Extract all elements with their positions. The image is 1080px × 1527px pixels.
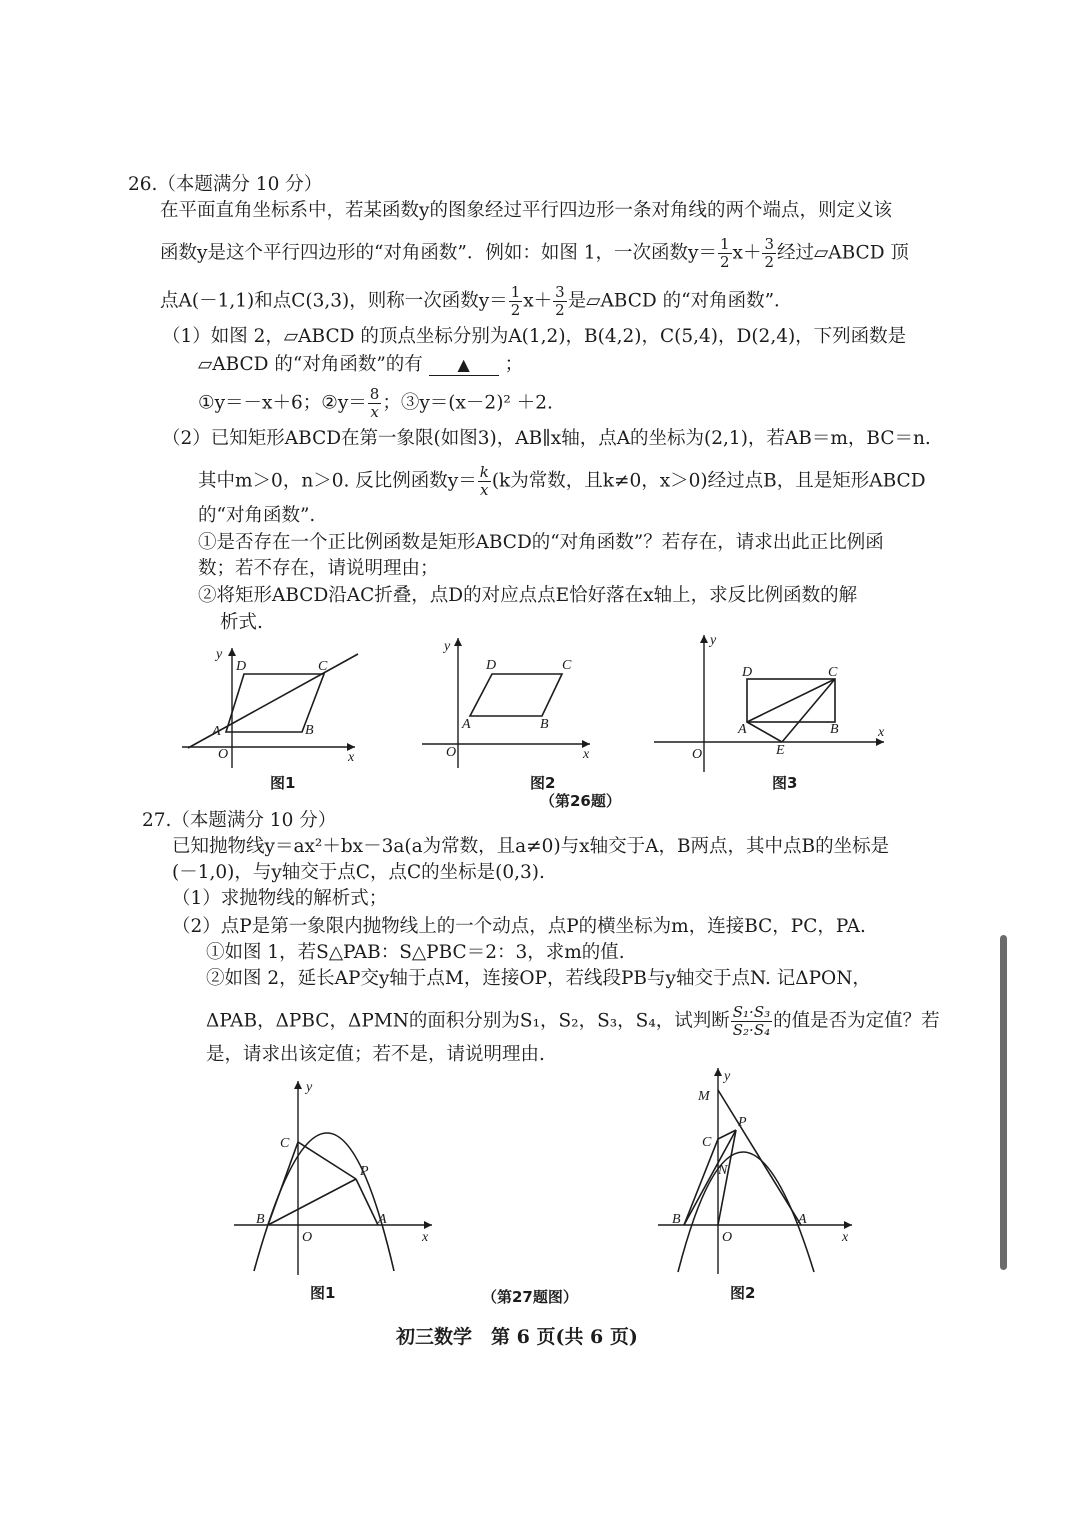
x-axis-arrow (844, 1221, 852, 1229)
label-c: C (280, 1136, 290, 1151)
label-c: C (702, 1135, 712, 1150)
label-c: C (562, 658, 572, 673)
x-axis-arrow (424, 1221, 432, 1229)
label-x: x (842, 1230, 849, 1245)
q27-figure1 (232, 1075, 442, 1280)
q26-part2-sub2-line1: ②将矩形ABCD沿AC折叠，点D的对应点点E恰好落在x轴上，求反比例函数的解 (198, 585, 858, 606)
y-axis-arrow (228, 648, 236, 656)
label-o: O (692, 747, 703, 762)
q27-paragraph-line1: 已知抛物线y＝ax²＋bx－3a(a为常数，且a≠0)与x轴交于A，B两点，其中点B的坐标是 (172, 836, 890, 857)
label-x: x (878, 725, 885, 740)
q27-figures-caption: （第27题图） (482, 1288, 578, 1306)
fraction-s1s3-over-s2s4: $\frac{\text{S₁·S₃}}{\text{S₂·S₄}}$ (732, 1003, 771, 1039)
label-c: C (318, 659, 328, 674)
parabola (254, 1133, 394, 1271)
q27-figure1-caption: 图1 (310, 1284, 336, 1302)
q26-part1-options: ①y＝－x＋6；②y＝ $\frac{8}{x}$ ；③y＝(x－2)² ＋2. (198, 385, 553, 421)
segment-ae (747, 722, 782, 742)
label-a: A (798, 1212, 807, 1227)
q27-part2: （2）点P是第一象限内抛物线上的一个动点，点P的横坐标为m，连接BC，PC，PA. (172, 916, 866, 937)
q26-part2-sub2-line2: 析式. (220, 612, 263, 633)
q26-part2-sub1-line1: ①是否存在一个正比例函数是矩形ABCD的“对角函数”？若存在，请求出此正比例函 (198, 532, 884, 553)
label-y: y (306, 1080, 313, 1095)
fraction-one-half: $\frac{1}{2}$ (719, 235, 730, 271)
page-footer: 初三数学 第 6 页(共 6 页) (396, 1326, 638, 1348)
q26-figure1-caption: 图1 (270, 774, 296, 792)
label-a: A (212, 724, 221, 739)
q27-part2-sub2-line2: ΔPAB，ΔPBC，ΔPMN的面积分别为S₁，S₂，S₃，S₄，试判断 $\frac{\text{S₁·S₃}}{\text{S₂·S₄}}$ 的值是否为定值？若 (206, 1003, 940, 1039)
vertical-scrollbar[interactable] (1000, 935, 1007, 1270)
fraction-three-halves-2: $\frac{3}{2}$ (555, 283, 565, 319)
label-a: A (378, 1212, 387, 1227)
q26-header: 26.（本题满分 10 分） (128, 174, 323, 195)
q27-part1: （1）求抛物线的解析式； (172, 888, 388, 909)
fraction-8-over-x: $\frac{8}{x}$ (369, 385, 380, 421)
fraction-three-halves: $\frac{3}{2}$ (764, 235, 775, 271)
label-p: P (360, 1164, 369, 1179)
segment-pb (268, 1179, 356, 1225)
label-o: O (722, 1230, 733, 1245)
q26-figure3 (652, 630, 892, 775)
label-a: A (738, 722, 747, 737)
q26-part2-line3: 的“对角函数”. (198, 505, 316, 526)
label-c: C (828, 665, 838, 680)
label-y: y (710, 633, 717, 648)
label-o: O (302, 1230, 313, 1245)
q26-figure3-caption: 图3 (772, 774, 798, 792)
label-e: E (776, 743, 785, 758)
q27-figure2 (656, 1062, 866, 1277)
parallelogram-abcd (470, 674, 562, 716)
q26-part1-line2: ▱ABCD 的“对角函数”的有 ▲ ； (198, 354, 524, 375)
label-o: O (218, 747, 229, 762)
label-b: B (305, 723, 314, 738)
q26-figure1 (180, 640, 380, 770)
fraction-k-over-x: $\frac{k}{x}$ (479, 463, 489, 499)
y-axis-arrow (700, 635, 708, 643)
q26-part2-line1: （2）已知矩形ABCD在第一象限(如图3)，AB∥x轴，点A的坐标为(2,1)，若AB＝m，BC＝n. (162, 428, 931, 449)
q27-paragraph-line2: (－1,0)，与y轴交于点C，点C的坐标是(0,3). (172, 862, 545, 883)
q26-paragraph-line1: 在平面直角坐标系中，若某函数y的图象经过平行四边形一条对角线的两个端点，则定义该 (160, 200, 892, 221)
y-axis-arrow (454, 638, 462, 646)
label-n: N (718, 1163, 728, 1178)
segment-ec (782, 679, 835, 742)
segment-bc (684, 1139, 718, 1225)
q26-part2-line2: 其中m＞0，n＞0. 反比例函数y＝ $\frac{k}{x}$ (k为常数，且k≠0，x＞0)经过点B，且是矩形ABCD (198, 463, 926, 499)
label-b: B (540, 717, 549, 732)
y-axis-arrow (714, 1068, 722, 1076)
label-y: y (724, 1069, 731, 1084)
label-b: B (830, 722, 839, 737)
label-b: B (256, 1212, 265, 1227)
label-y: y (444, 639, 451, 654)
fraction-one-half-2: $\frac{1}{2}$ (510, 283, 521, 319)
q27-part2-sub2-line1: ②如图 2，延长AP交y轴于点M，连接OP，若线段PB与y轴交于点N. 记ΔPON， (206, 968, 871, 989)
label-d: D (742, 665, 753, 680)
q26-figure2 (420, 632, 600, 772)
label-y: y (216, 647, 223, 662)
segment-cp (298, 1142, 356, 1179)
diagonal-ac (747, 679, 835, 722)
label-x: x (422, 1230, 429, 1245)
q27-header: 27.（本题满分 10 分） (142, 810, 337, 831)
y-axis-arrow (294, 1081, 302, 1089)
label-a: A (462, 717, 471, 732)
q26-figure2-caption: 图2 (530, 774, 556, 792)
q26-figures-caption: （第26题） (540, 792, 621, 810)
answer-blank: ▲ (429, 355, 499, 376)
q26-paragraph-line3: 点A(－1,1)和点C(3,3)，则称一次函数y＝ $\frac{1}{2}$ x＋ $\frac{3}{2}$ 是▱ABCD 的“对角函数”． (160, 283, 793, 319)
q27-figure2-caption: 图2 (730, 1284, 756, 1302)
q26-part1-line1: （1）如图 2，▱ABCD 的顶点坐标分别为A(1,2)，B(4,2)，C(5,4)，D(2,4)，下列函数是 (162, 326, 907, 347)
q26-paragraph-line2-text: 函数y是这个平行四边形的“对角函数”．例如：如图 1，一次函数y＝ (160, 242, 717, 264)
label-x: x (583, 747, 590, 762)
label-d: D (486, 658, 497, 673)
label-b: B (672, 1212, 681, 1227)
label-m: M (698, 1089, 710, 1104)
q27-part2-sub2-line3: 是，请求出该定值；若不是，请说明理由. (206, 1044, 545, 1065)
label-x: x (348, 750, 355, 765)
q26-paragraph-line2: 函数y是这个平行四边形的“对角函数”．例如：如图 1，一次函数y＝ $\frac{1}{2}$ x＋ $\frac{3}{2}$ 经过▱ABCD 顶 (160, 235, 909, 271)
q27-part2-sub1: ①如图 1，若S△PAB：S△PBC＝2：3，求m的值. (206, 942, 625, 963)
label-d: D (236, 659, 247, 674)
q26-part2-sub1-line2: 数；若不存在，请说明理由； (198, 558, 439, 579)
label-o: O (446, 745, 457, 760)
label-p: P (738, 1115, 747, 1130)
